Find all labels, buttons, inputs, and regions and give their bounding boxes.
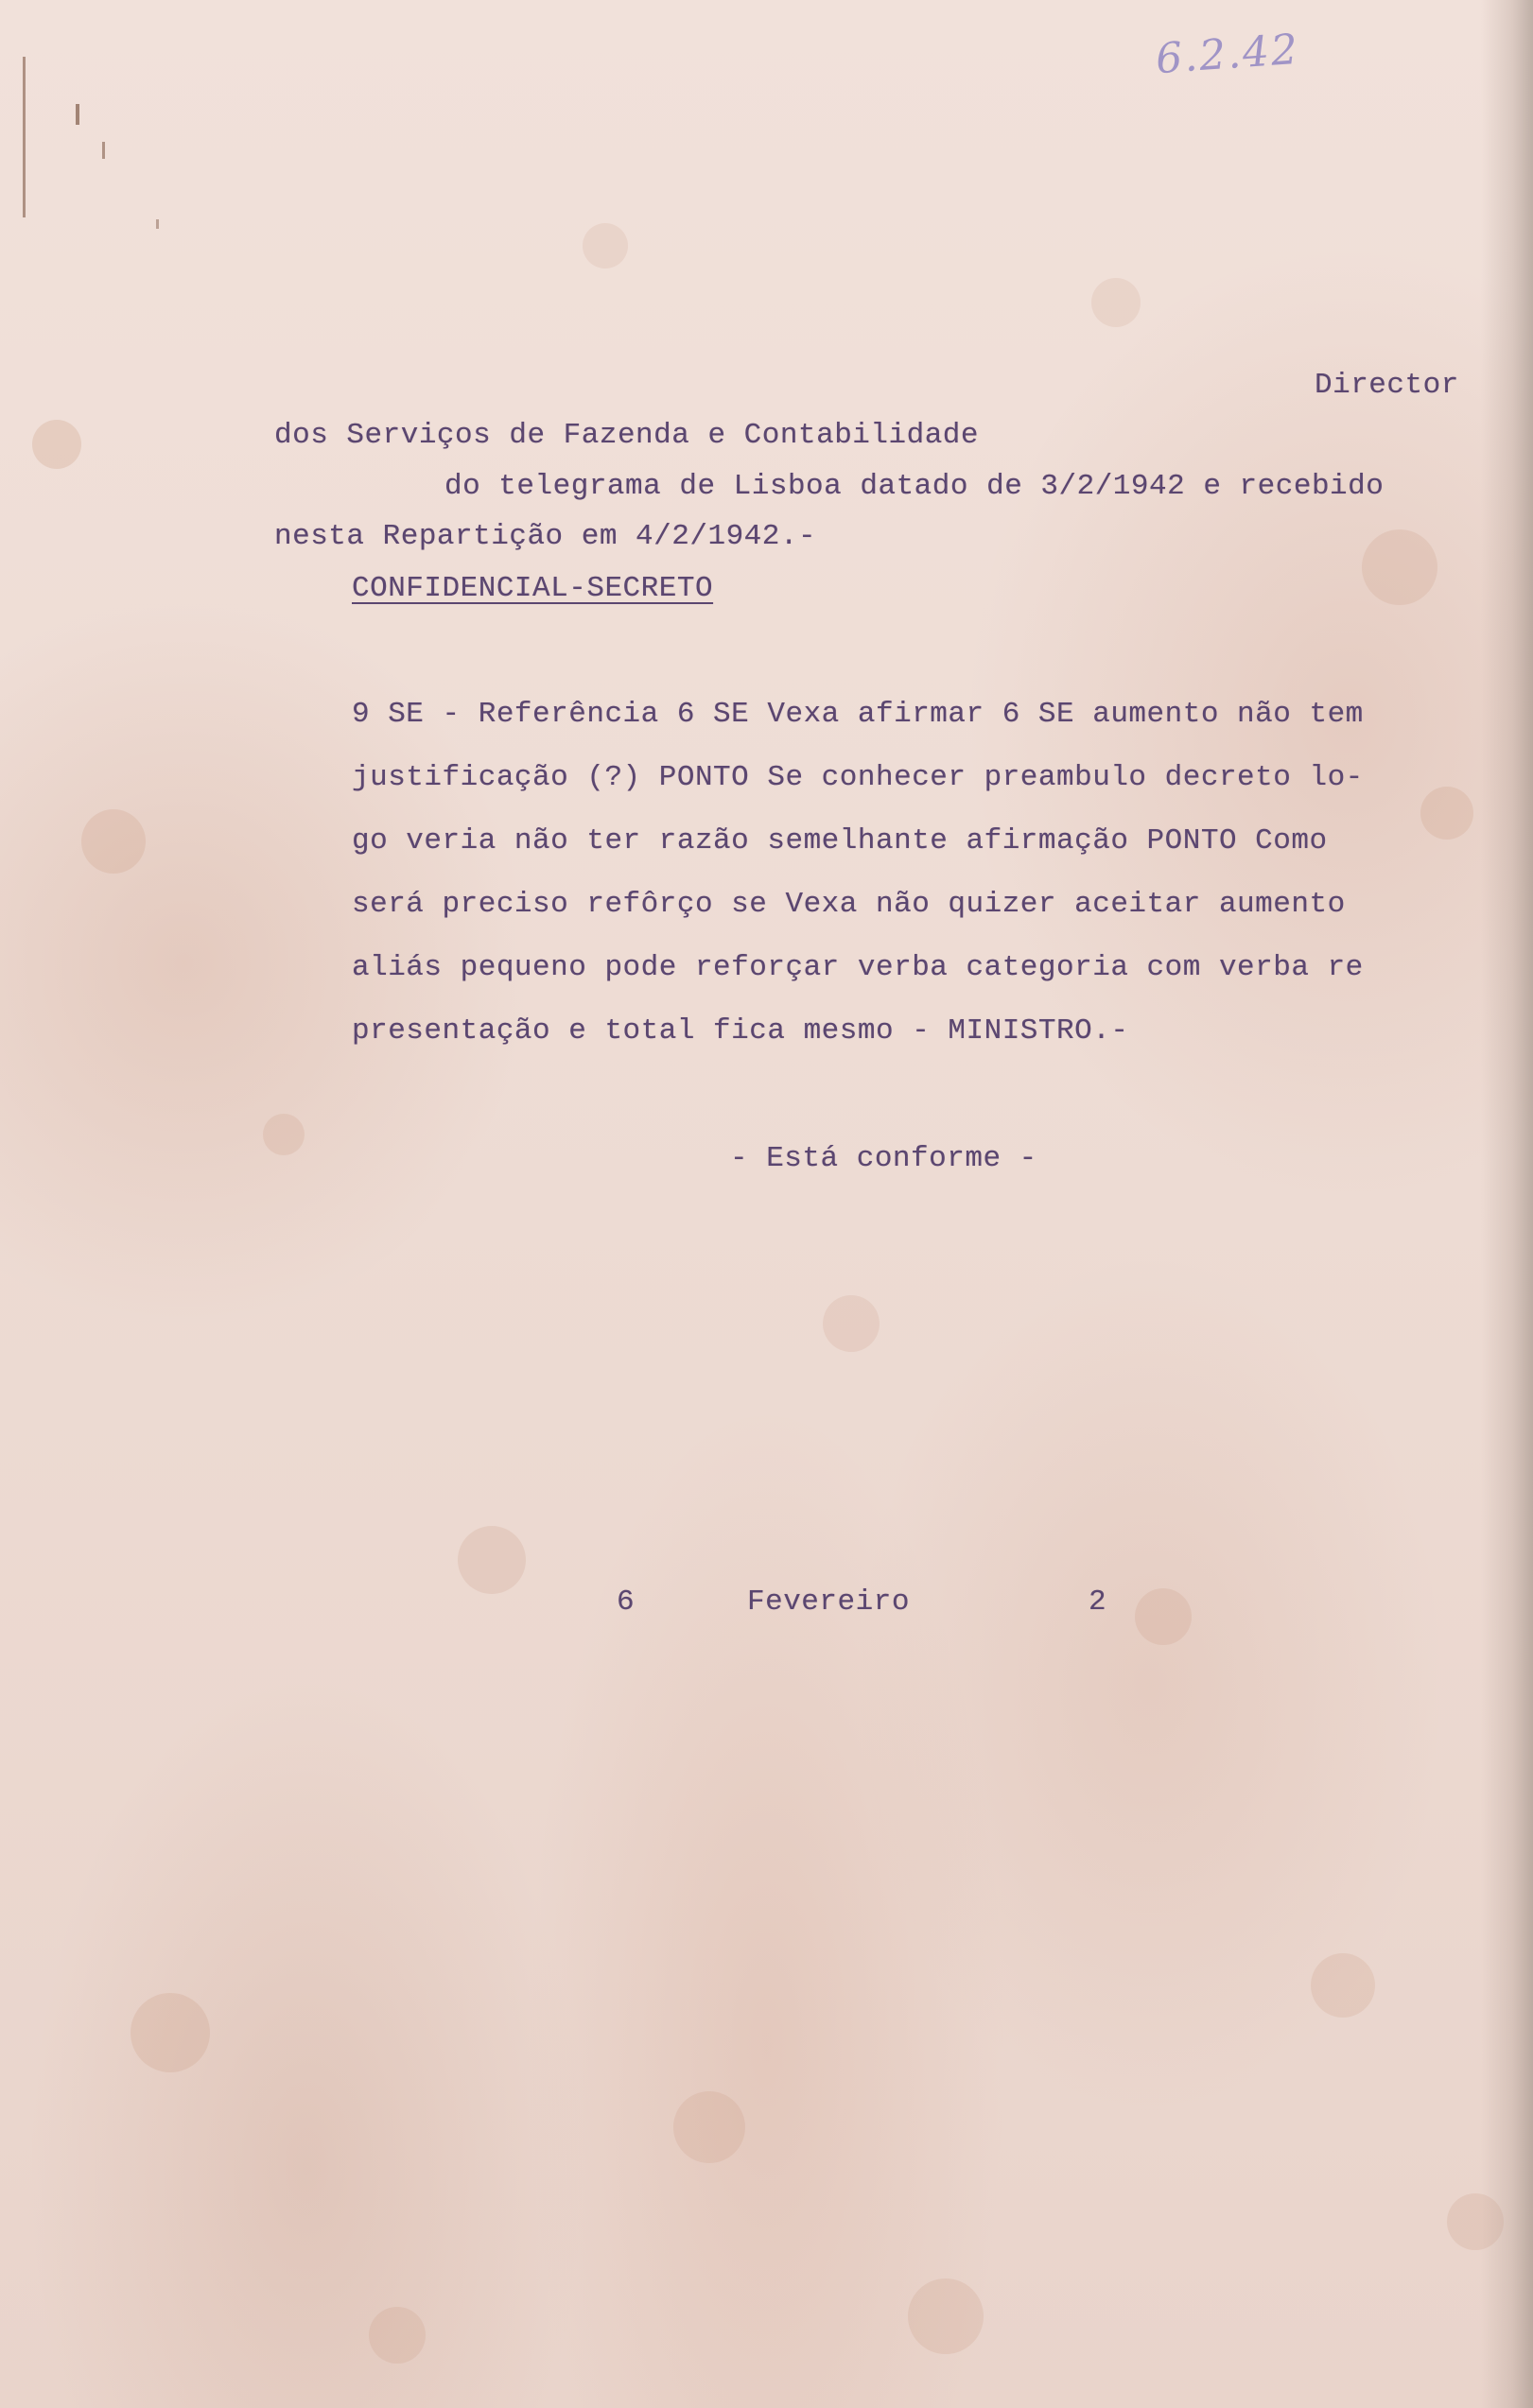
- telegram-origin-line: do telegrama de Lisboa datado de 3/2/1942 e recebido: [444, 470, 1385, 503]
- footer-day: 6: [617, 1585, 636, 1619]
- telegram-received-line: nesta Repartição em 4/2/1942.-: [274, 520, 817, 553]
- body-line: 9 SE - Referência 6 SE Vexa afirmar 6 SE aumento não tem: [352, 698, 1364, 731]
- conformity-note: - Está conforme -: [730, 1142, 1037, 1175]
- paper-edge-shadow: [1481, 0, 1533, 2408]
- handwritten-date: 6.2.42: [1154, 25, 1301, 84]
- footer-month: Fevereiro: [747, 1585, 910, 1619]
- classification-heading: CONFIDENCIAL-SECRETO: [352, 572, 714, 605]
- body-line: aliás pequeno pode reforçar verba categoria com verba re: [352, 951, 1364, 984]
- footer-year: 2: [1089, 1585, 1107, 1619]
- body-line: justificação (?) PONTO Se conhecer preambulo decreto lo-: [352, 761, 1364, 794]
- body-line: será preciso refôrço se Vexa não quizer aceitar aumento: [352, 888, 1346, 921]
- body-line: go veria não ter razão semelhante afirmação PONTO Como: [352, 824, 1328, 858]
- recipient-department: dos Serviços de Fazenda e Contabilidade: [274, 419, 980, 452]
- recipient-title: Director: [1315, 369, 1459, 402]
- body-line: presentação e total fica mesmo - MINISTRO.-: [352, 1014, 1129, 1048]
